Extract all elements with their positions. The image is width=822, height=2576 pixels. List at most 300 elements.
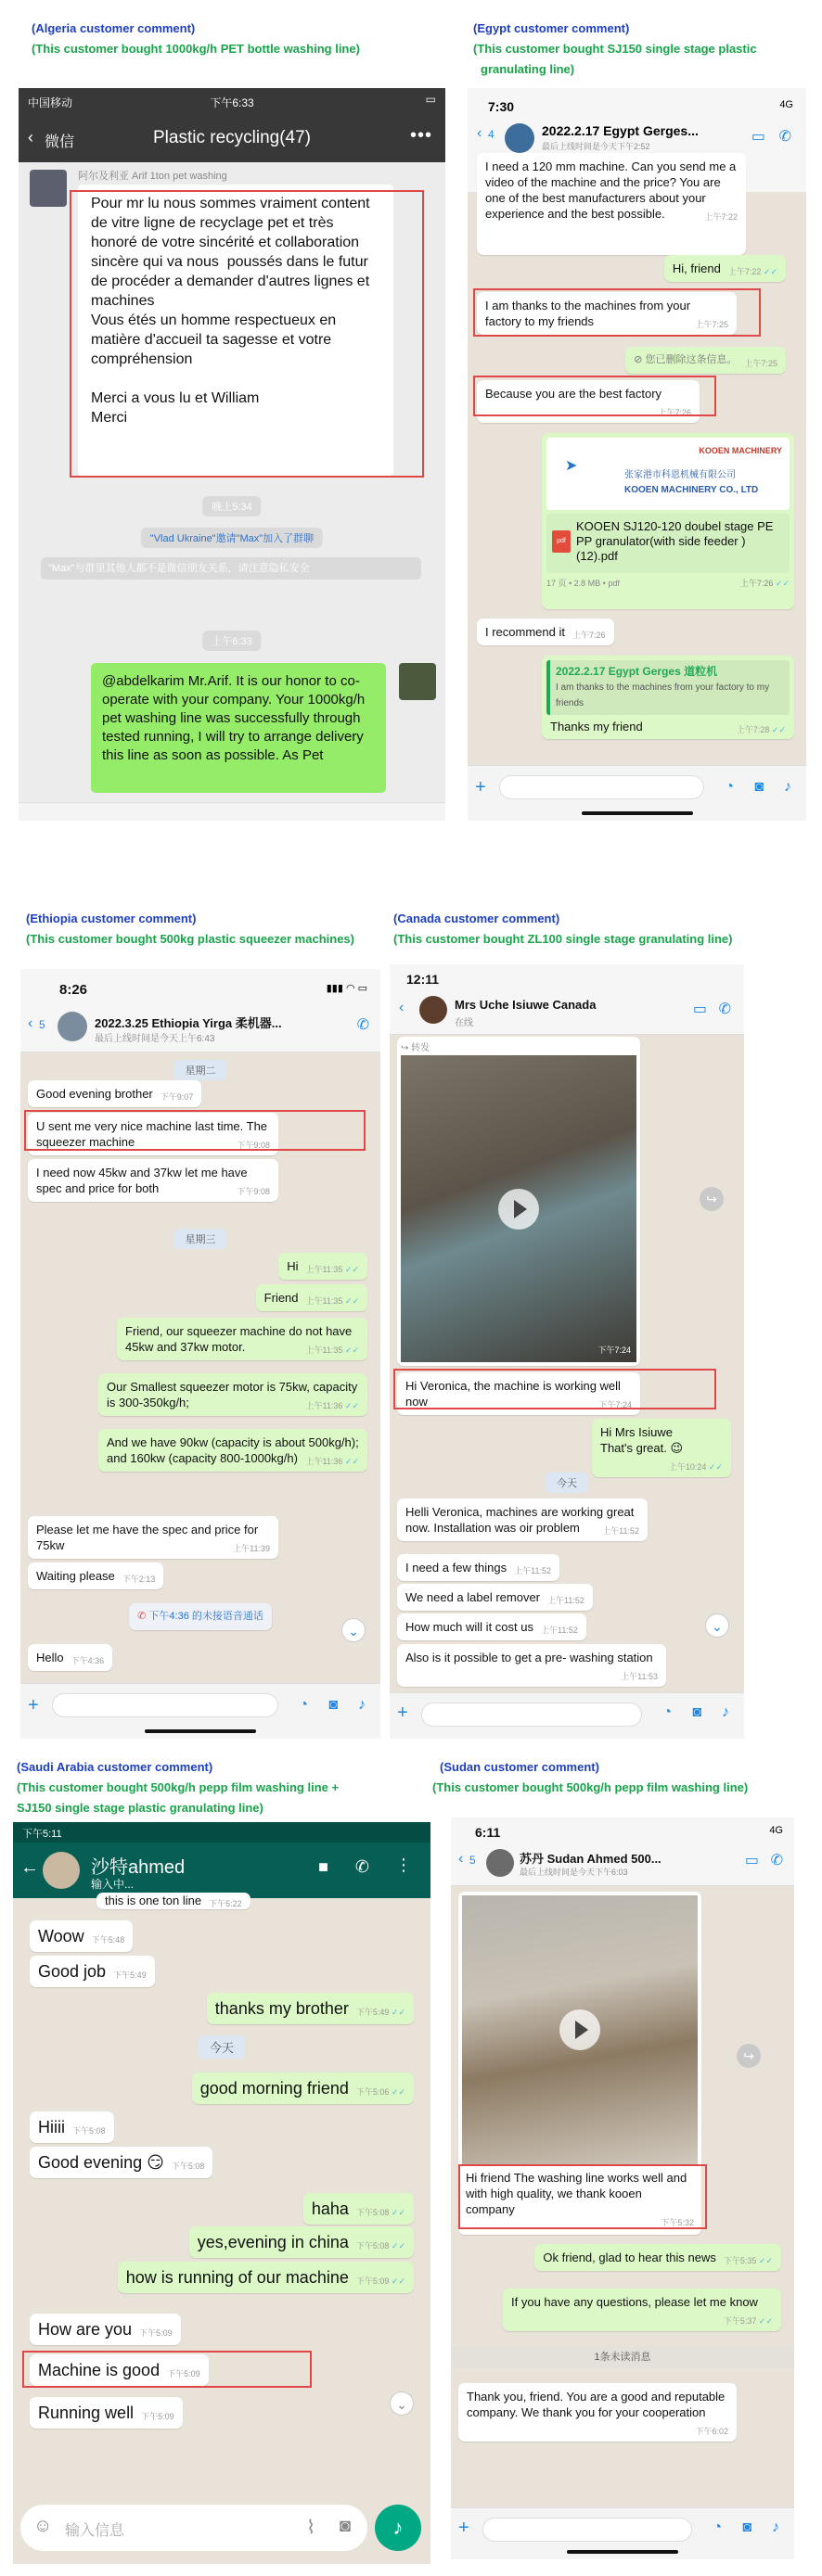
message-time: 上午11:52 [540, 1626, 578, 1635]
back-label[interactable]: 微信 [45, 134, 75, 150]
document-preview [546, 438, 790, 510]
read-ticks-icon: ✓✓ [391, 2276, 405, 2286]
message-incoming [397, 1554, 559, 1581]
status-time: 6:11 [475, 1825, 501, 1840]
sticker-icon[interactable]: ◔ [662, 1704, 672, 1720]
message-text: Good job [38, 1962, 107, 1981]
mic-icon[interactable]: ♪ [722, 1704, 729, 1720]
message-outgoing [303, 2193, 414, 2225]
home-indicator [567, 2550, 678, 2554]
read-ticks-icon: ✓✓ [391, 2241, 405, 2251]
chat-subtitle: 最后上线时间是今天下午2:52 [542, 142, 650, 151]
message-text: Running well [38, 2404, 135, 2422]
message-text: Also is it possible to get a pre- washing station [405, 1651, 653, 1664]
message-text: Good evening brother [36, 1087, 153, 1101]
video-message[interactable] [458, 1892, 701, 2235]
message-text: Woow [38, 1927, 84, 1945]
caption-title: (Egypt customer comment) [473, 21, 630, 35]
message-text: Hi [287, 1259, 299, 1273]
caption-sub: (This customer bought 500kg/h pepp film washing line) [432, 1780, 749, 1794]
message-text: Hi friend The washing line works well and with high quality, we thank kooen company [466, 2171, 687, 2216]
message-incoming [28, 1159, 278, 1202]
phone-icon[interactable]: ✆ [354, 1857, 369, 1876]
plus-icon[interactable]: + [28, 1695, 39, 1715]
home-indicator [145, 1729, 256, 1733]
video-call-icon[interactable]: ■ [318, 1857, 328, 1876]
message-text: good morning friend [199, 2079, 349, 2098]
back-icon[interactable]: ‹ [28, 1015, 33, 1031]
deleted-icon: ⊘ [634, 354, 643, 365]
plus-icon[interactable]: + [458, 2518, 469, 2538]
chat-title[interactable]: 2022.3.25 Ethiopia Yirga 柔机器... [95, 1016, 282, 1030]
message-outgoing [207, 1993, 414, 2024]
message-incoming [30, 1920, 133, 1952]
message-text: this is one ton line [105, 1894, 202, 1907]
back-icon[interactable]: ‹ [458, 1851, 464, 1867]
input-bar [468, 765, 806, 821]
status-time: 下午6:33 [210, 96, 254, 109]
camera-icon[interactable]: ◙ [692, 1704, 701, 1720]
document-file-row [546, 514, 790, 573]
chat-title: Plastic recycling(47) [153, 128, 311, 147]
message-time: 下午9:08 [237, 1187, 270, 1196]
document-message[interactable] [542, 433, 794, 609]
sticker-icon[interactable]: ◔ [299, 1697, 308, 1713]
caption-title: (Sudan customer comment) [440, 1760, 599, 1774]
message-incoming [30, 2354, 209, 2386]
scroll-down-icon[interactable]: ⌄ [705, 1613, 729, 1638]
reply-bubble: @abdelkarim Mr.Arif. It is our honor to co-operate with your company. Your 1000kg/h pet washing line was successfully through tested running, I will try to arrange delivery this line as soon as possible. As Pet [91, 663, 386, 793]
emoji-icon: 😉 [670, 1441, 684, 1455]
chat-title[interactable]: 沙特ahmed [91, 1857, 186, 1878]
message-text: Good evening [38, 2153, 143, 2172]
message-incoming [397, 1498, 648, 1541]
message-time: 上午11:52 [547, 1596, 584, 1605]
camera-icon[interactable]: ◙ [754, 779, 764, 795]
message-text: Hiiii [38, 2118, 65, 2136]
message-time: 下午5:08 [355, 2208, 390, 2217]
message-text: I need a few things [405, 1561, 507, 1575]
chat-title[interactable]: 苏丹 Sudan Ahmed 500... [520, 1852, 661, 1866]
caption-ethiopia [26, 909, 354, 950]
message-incoming [96, 1893, 250, 1909]
signal-icon: ▮▮▮ ◠ ▭ [326, 983, 367, 994]
read-ticks-icon: ✓✓ [758, 2316, 773, 2326]
back-icon[interactable]: ‹ [399, 1000, 405, 1015]
phone-icon[interactable]: ✆ [770, 1853, 783, 1868]
add-call-icon[interactable]: ✆ [356, 1017, 369, 1033]
read-ticks-icon: ✓✓ [344, 1265, 359, 1274]
chat-subtitle: 最后上线时间是今天下午6:03 [520, 1868, 628, 1877]
video-call-icon[interactable]: ▭ [692, 1001, 707, 1017]
message-time: 下午7:24 [598, 1400, 632, 1409]
message-text: 您已删除这条信息。 [645, 354, 738, 365]
scroll-down-icon[interactable]: ⌄ [390, 2391, 414, 2416]
day-divider: 今天 [199, 2035, 245, 2059]
caption-sub: SJ150 single stage plastic granulating line) [17, 1801, 263, 1815]
deleted-message [625, 347, 786, 374]
message-time: 上午11:53 [621, 1672, 658, 1681]
avatar[interactable] [505, 123, 534, 153]
message-time: 上午11:39 [233, 1544, 270, 1553]
message-time: 下午5:08 [171, 2162, 205, 2171]
more-icon[interactable]: ••• [409, 125, 432, 146]
logo-icon: ➤ [565, 458, 578, 474]
battery-icon: ▭ [425, 93, 436, 106]
chat-subtitle: 最后上线时间是今天上午6:43 [95, 1034, 215, 1044]
video-thumbnail[interactable] [401, 1055, 636, 1362]
missed-call-text: 下午4:36 的未接语音通话 [148, 1611, 263, 1622]
message-incoming [477, 292, 737, 335]
video-call-icon[interactable]: ▭ [744, 1853, 759, 1868]
message-input[interactable] [421, 1702, 642, 1727]
read-ticks-icon: ✓✓ [771, 725, 786, 734]
emoji-icon: 😏 [147, 2153, 164, 2172]
message-text: I am thanks to the machines from your factory to my friends [485, 299, 691, 328]
read-ticks-icon: ✓✓ [391, 2008, 405, 2017]
message-text: Hello [36, 1651, 64, 1664]
doc-company-en: KOOEN MACHINERY CO., LTD [624, 485, 759, 495]
message-text: Please let me have the spec and price for 75kw [36, 1523, 259, 1552]
message-text: thanks my brother [214, 1999, 349, 2018]
caption-title: (Ethiopia customer comment) [26, 912, 197, 925]
message-incoming [397, 1584, 593, 1611]
status-time: 7:30 [488, 99, 515, 114]
message-time: 下午5:37 [723, 2316, 757, 2326]
message-input[interactable] [52, 1693, 278, 1717]
chat-header [451, 1817, 794, 1886]
egypt-whatsapp-screenshot [468, 88, 806, 821]
input-placeholder: 输入信息 [65, 2523, 125, 2539]
message-text: How are you [38, 2320, 133, 2339]
algeria-wechat-screenshot [19, 88, 445, 821]
message-time: 下午5:09 [167, 2369, 200, 2378]
message-incoming [30, 2314, 181, 2345]
avatar[interactable] [43, 1852, 80, 1889]
message-incoming [28, 1516, 278, 1559]
message-text: how is running of our machine [125, 2268, 349, 2287]
status-bar [13, 1822, 430, 1843]
message-incoming [30, 1956, 155, 1987]
caption-algeria [32, 19, 360, 59]
message-text: Thank you, friend. You are a good and reputable company. We thank you for your cooperation [467, 2390, 726, 2419]
document-meta [546, 576, 790, 592]
read-ticks-icon: ✓✓ [391, 2208, 405, 2217]
chat-header [20, 969, 380, 1052]
message-outgoing [118, 2262, 414, 2293]
camera-icon[interactable]: ◙ [339, 2516, 351, 2536]
message-incoming [477, 380, 700, 423]
home-indicator [582, 811, 693, 815]
pdf-icon: pdf [552, 530, 571, 553]
forwarded-text: 转发 [411, 1043, 430, 1053]
input-bar[interactable] [19, 802, 445, 821]
avatar[interactable] [419, 996, 447, 1024]
quote-text: I am thanks to the machines from your factory to my friends [556, 682, 770, 708]
message-text: Hi Veronica, the machine is working well now [405, 1379, 621, 1409]
network-label: 4G [779, 99, 793, 110]
chat-title[interactable]: 2022.2.17 Egypt Gerges... [542, 123, 699, 138]
message-text: Friend [263, 1291, 299, 1305]
message-outgoing [189, 2226, 414, 2258]
missed-call-icon: ✆ [137, 1611, 147, 1622]
message-text: We need a label remover [405, 1590, 541, 1604]
message-text: Thanks my friend [550, 720, 643, 733]
forward-icon[interactable]: ↪ [700, 1187, 724, 1211]
play-icon[interactable] [498, 1189, 539, 1230]
unread-divider: 1条未读消息 [451, 2346, 794, 2368]
message-text: Friend, our squeezer machine do not have 45kw and 37kw motor. [125, 1324, 353, 1354]
read-ticks-icon: ✓✓ [344, 1401, 359, 1410]
quote-title: 2022.2.17 Egypt Gerges 道粒机 [556, 665, 718, 678]
back-icon[interactable]: ← [20, 1857, 39, 1878]
chat-subtitle: 输入中... [91, 1878, 135, 1891]
message-incoming [397, 1644, 666, 1687]
message-text: Hi, friend [672, 261, 721, 275]
quote-reply [546, 715, 790, 734]
message-text: Hi Mrs Isiuwe That's great. [600, 1425, 674, 1455]
input-bar [20, 1683, 380, 1739]
plus-icon[interactable]: + [475, 777, 486, 797]
message-time: 下午5:48 [91, 1935, 125, 1945]
unread-count[interactable]: 4 [488, 128, 494, 141]
message-incoming [458, 2383, 737, 2442]
message-text: Ok friend, glad to hear this news [543, 2251, 716, 2264]
quoted-message [542, 656, 794, 739]
quote-block [546, 660, 790, 715]
message-outgoing [534, 2244, 781, 2271]
message-text: And we have 90kw (capacity is about 500kg/h); and 160kw (capacity 800-1000kg/h) [107, 1435, 359, 1465]
message-text: I recommend it [485, 625, 565, 639]
message-outgoing [98, 1373, 367, 1416]
day-divider: 星期二 [174, 1060, 227, 1080]
caption-sub: (This customer bought 500kg plastic squeezer machines) [26, 932, 354, 946]
day-divider: 今天 [546, 1473, 588, 1493]
message-time: 下午5:08 [355, 2241, 390, 2251]
caption-title: (Algeria customer comment) [32, 21, 196, 35]
message-incoming [30, 2397, 183, 2429]
canada-whatsapp-screenshot [390, 964, 744, 1739]
day-divider: 星期三 [174, 1229, 227, 1249]
message-text: U sent me very nice machine last time. The squeezer machine [36, 1119, 268, 1149]
message-text: How much will it cost us [405, 1620, 533, 1634]
message-time: 下午9:07 [160, 1092, 194, 1102]
message-time: 上午11:36 [305, 1457, 343, 1466]
chat-subtitle: 在线 [455, 1018, 473, 1028]
system-warning: "Max"与群里其他人都不是微信朋友关系，请注意隐私安全 [41, 557, 421, 580]
message-time: 上午7:25 [744, 359, 777, 368]
caption-sub: (This customer bought 500kg/h pepp film washing line + [17, 1780, 340, 1794]
message-time: 上午7:26 [572, 631, 606, 640]
read-ticks-icon: ✓✓ [763, 267, 777, 276]
message-time: 上午11:52 [514, 1566, 551, 1575]
status-time: 下午5:11 [22, 1829, 62, 1840]
system-message: "Vlad Ukraine"邀请"Max"加入了群聊 [141, 528, 323, 548]
message-time: 下午4:36 [71, 1656, 105, 1665]
message-text: I need now 45kw and 37kw let me have spec and price for both [36, 1166, 248, 1195]
attach-icon[interactable]: ⌇ [306, 2518, 315, 2538]
message-outgoing [256, 1284, 367, 1311]
message-time: 下午5:22 [209, 1899, 242, 1908]
read-ticks-icon: ✓✓ [344, 1296, 359, 1306]
message-incoming [28, 1562, 163, 1589]
video-message[interactable] [397, 1037, 640, 1366]
mic-icon: ♪ [392, 2516, 404, 2539]
caption-sub: granulating line) [481, 62, 575, 76]
message-outgoing [192, 2072, 414, 2104]
carrier-label: 中国移动 [28, 96, 73, 109]
message-time: 上午7:28 [736, 725, 770, 734]
back-icon[interactable]: ‹ [28, 128, 33, 147]
message-incoming [30, 2111, 114, 2143]
message-time: 上午7:26 [739, 579, 774, 588]
message-incoming [397, 1372, 640, 1415]
mic-icon[interactable]: ♪ [772, 2519, 779, 2535]
caption-sub: (This customer bought 1000kg/h PET bottle washing line) [32, 42, 360, 56]
message-time: 下午9:08 [237, 1141, 270, 1150]
message-text: haha [311, 2200, 349, 2218]
read-ticks-icon: ✓✓ [775, 579, 790, 588]
back-icon[interactable]: ‹ [477, 125, 482, 141]
message-time: 下午6:02 [695, 2427, 728, 2436]
status-time: 12:11 [406, 972, 440, 987]
read-ticks-icon: ✓✓ [344, 1345, 359, 1355]
mic-icon[interactable]: ♪ [358, 1697, 366, 1713]
message-time: 下午2:13 [122, 1575, 156, 1584]
message-incoming [30, 2147, 212, 2178]
sender-name: 阿尔及利亚 Arif 1ton pet washing [78, 171, 227, 182]
message-time: 下午5:49 [113, 1970, 147, 1980]
document-name: KOOEN SJ120-120 doubel stage PE PP granulator(with side feeder )(12).pdf [576, 519, 774, 563]
input-bar [390, 1692, 744, 1739]
message-outgoing [664, 255, 786, 282]
scroll-down-icon[interactable]: ⌄ [341, 1618, 366, 1642]
timestamp: 晚上5:34 [202, 496, 261, 516]
emoji-picker-icon[interactable]: ☺ [33, 2516, 53, 2536]
sticker-icon[interactable]: ◔ [713, 2519, 722, 2535]
camera-icon[interactable]: ◙ [742, 2519, 751, 2535]
unread-count[interactable]: 5 [469, 1854, 476, 1867]
play-icon[interactable] [559, 2009, 600, 2050]
message-time: 下午5:49 [355, 2008, 390, 2017]
message-text: Machine is good [38, 2361, 161, 2379]
message-text: Because you are the best factory [485, 387, 662, 401]
unread-count[interactable]: 5 [39, 1018, 45, 1031]
read-ticks-icon: ✓✓ [758, 2256, 773, 2265]
message-text: I need a 120 mm machine. Can you send me a video of the machine and the price? You are one of the best manufacturers about your experience and the best possible. [485, 159, 737, 221]
plus-icon[interactable]: + [397, 1702, 408, 1723]
message-incoming [397, 1613, 586, 1640]
message-time: 上午11:35 [305, 1345, 343, 1355]
message-time: 上午7:22 [727, 267, 762, 276]
sudan-whatsapp-screenshot [451, 1817, 794, 2559]
message-text: If you have any questions, please let me know [511, 2295, 758, 2309]
message-incoming [28, 1080, 201, 1107]
message-outgoing [503, 2289, 781, 2331]
message-outgoing [98, 1429, 367, 1472]
message-outgoing [117, 1318, 367, 1360]
message-incoming [477, 153, 746, 255]
caption-egypt [473, 19, 757, 80]
caption-sub: (This customer bought ZL100 single stage granulating line) [393, 932, 733, 946]
caption-sub: (This customer bought SJ150 single stage plastic [473, 42, 757, 56]
message-time: 下午5:35 [723, 2256, 757, 2265]
message-time: 上午7:25 [695, 320, 728, 329]
caption-title: (Saudi Arabia customer comment) [17, 1760, 213, 1774]
caption-saudi [17, 1757, 339, 1818]
caption-canada [393, 909, 733, 950]
status-time: 8:26 [59, 982, 88, 998]
ethiopia-whatsapp-screenshot [20, 969, 380, 1739]
message-input[interactable] [482, 2518, 692, 2542]
message-bubble: Pour mr lu nous sommes vraiment content de vitre ligne de recyclage pet et très honoré de votre sincérité et collaboration sincère qui va nous poussés dans le futur de procéder a demander d'autres lignes et machines Vous étés un homme respectueux en matière d'accueil ta sagesse et votre compréhension Merci a vous lu et William Merci [78, 185, 393, 476]
more-icon[interactable]: ⋮ [395, 1855, 412, 1874]
message-time: 下午5:09 [141, 2412, 174, 2421]
timestamp: 上午6:33 [202, 631, 261, 651]
video-call-icon[interactable]: ▭ [751, 129, 765, 145]
sticker-icon[interactable]: ◔ [725, 779, 734, 795]
chat-title[interactable]: Mrs Uche Isiuwe Canada [455, 998, 597, 1012]
message-time: 下午5:09 [355, 2276, 390, 2286]
network-label: 4G [769, 1825, 783, 1836]
saudi-whatsapp-screenshot [13, 1822, 430, 2564]
missed-call-notice[interactable] [129, 1603, 272, 1630]
document-meta-text: 17 页 • 2.8 MB • pdf [546, 579, 620, 588]
status-bar [19, 88, 445, 114]
message-incoming [28, 1113, 278, 1155]
read-ticks-icon: ✓✓ [708, 1462, 723, 1472]
message-incoming [477, 618, 614, 645]
camera-icon[interactable]: ◙ [328, 1697, 338, 1713]
message-text: Helli Veronica, machines are working great now. Installation was oir problem [405, 1505, 635, 1535]
message-text: yes,evening in china [197, 2233, 349, 2251]
doc-brand: KOOEN MACHINERY [699, 446, 782, 455]
message-time: 上午11:35 [305, 1296, 343, 1306]
video-thumbnail[interactable] [462, 1895, 698, 2164]
caption-sudan [432, 1757, 748, 1798]
input-bar [451, 2507, 794, 2559]
mic-icon[interactable]: ♪ [784, 779, 791, 795]
message-time: 上午7:26 [658, 408, 691, 417]
avatar[interactable] [399, 663, 436, 700]
chat-header [13, 1843, 430, 1898]
phone-icon[interactable]: ✆ [718, 1001, 731, 1017]
message-time: 上午11:36 [305, 1401, 343, 1410]
message-time: 上午11:35 [305, 1265, 343, 1274]
message-time: 下午5:06 [355, 2087, 390, 2097]
message-time: 上午10:24 [668, 1462, 707, 1472]
forward-icon[interactable]: ↪ [737, 2044, 761, 2068]
video-time: 下午7:24 [597, 1345, 631, 1355]
avatar[interactable] [58, 1012, 87, 1041]
mic-button[interactable] [375, 2505, 421, 2551]
read-ticks-icon: ✓✓ [344, 1457, 359, 1466]
chat-header [390, 964, 744, 1035]
caption-title: (Canada customer comment) [393, 912, 560, 925]
phone-icon[interactable]: ✆ [778, 129, 791, 145]
read-ticks-icon: ✓✓ [391, 2087, 405, 2097]
message-time: 下午5:32 [661, 2218, 694, 2227]
message-outgoing [278, 1253, 367, 1280]
message-text: Waiting please [36, 1569, 115, 1583]
message-input[interactable] [20, 2505, 367, 2551]
avatar[interactable] [30, 170, 67, 207]
chat-header [19, 114, 445, 162]
doc-company-cn: 张家港市科恩机械有限公司 [624, 470, 736, 480]
message-input[interactable] [499, 775, 704, 799]
forwarded-label: ↪ 转发 [401, 1043, 430, 1053]
avatar[interactable] [486, 1849, 514, 1877]
